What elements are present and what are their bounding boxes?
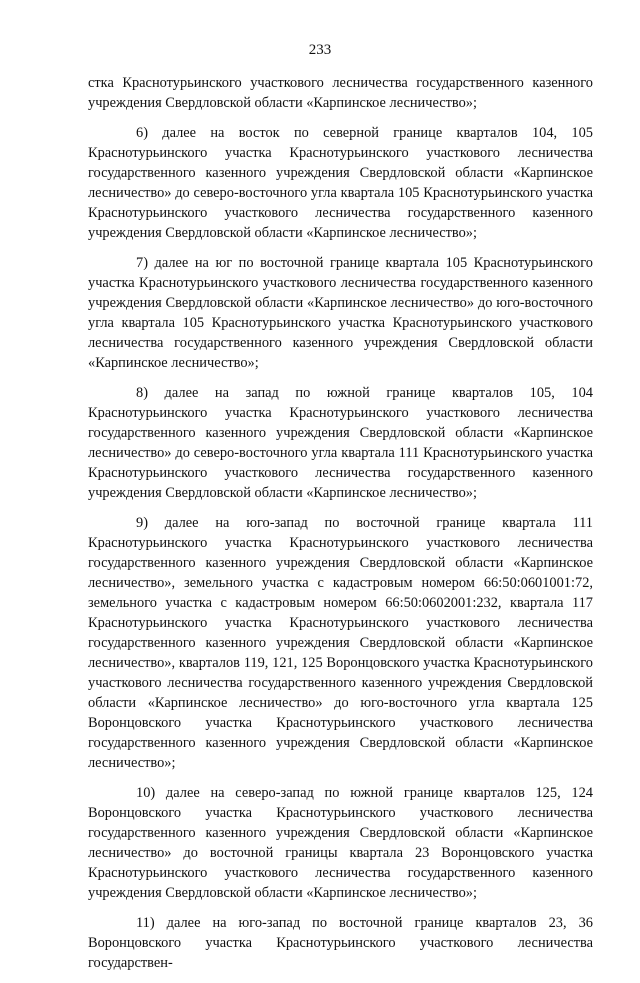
paragraph-item-10: 10) далее на северо-запад по южной границе кварталов 125, 124 Воронцовского участка Краснотурьинского участкового лесничества государственного казенного учреждения Свердловской области «Карпинское лесничество» до восточной границы квартала 23 Воронцовского участка Краснотурьинского участкового лесничества государственного казенного учреждения Свердловской области «Карпинское лесничество»; [88, 785, 593, 901]
document-body [88, 73, 593, 983]
paragraph-item-7: 7) далее на юг по восточной границе квартала 105 Краснотурьинского участка Краснотурьинского участкового лесничества государственного казенного учреждения Свердловской области «Карпинское лесничество» до юго-восточного угла квартала 105 Краснотурьинского участка Краснотурьинского участкового лесничества государственного казенного учреждения Свердловской области «Карпинское лесничество»; [88, 255, 593, 371]
paragraph-item-8: 8) далее на запад по южной границе кварталов 105, 104 Краснотурьинского участка Краснотурьинского участкового лесничества государственного казенного учреждения Свердловской области «Карпинское лесничество» до северо-восточного угла квартала 111 Краснотурьинского участка Краснотурьинского участкового лесничества государственного казенного учреждения Свердловской области «Карпинское лесничество»; [88, 385, 593, 501]
paragraph-continuation: стка Краснотурьинского участкового лесничества государственного казенного учреждения Свердловской области «Карпинское лесничество»; [88, 75, 593, 111]
page-number: 233 [308, 42, 332, 58]
paragraph-item-9: 9) далее на юго-запад по восточной границе квартала 111 Краснотурьинского участка Краснотурьинского участкового лесничества государственного казенного учреждения Свердловской области «Карпинское лесничество», земельного участка с кадастровым номером 66:50:0601001:72, земельного участка с кадастровым номером 66:50:0602001:232, квартала 117 Краснотурьинского участка Краснотурьинского участкового лесничества государственного казенного учреждения Свердловской области «Карпинское лесничество», кварталов 119, 121, 125 Воронцовского участка Краснотурьинского участкового лесничества государственного казенного учреждения Свердловской области «Карпинское лесничество» до юго-восточного угла квартала 125 Воронцовского участка Краснотурьинского участкового лесничества государственного казенного учреждения Свердловской области «Карпинское лесничество»; [88, 515, 593, 771]
paragraph-item-11: 11) далее на юго-запад по восточной границе кварталов 23, 36 Воронцовского участка Краснотурьинского участкового лесничества государствен- [88, 915, 593, 971]
paragraph-item-6: 6) далее на восток по северной границе кварталов 104, 105 Краснотурьинского участка Краснотурьинского участкового лесничества государственного казенного учреждения Свердловской области «Карпинское лесничество» до северо-восточного угла квартала 105 Краснотурьинского участка Краснотурьинского участкового лесничества государственного казенного учреждения Свердловской области «Карпинское лесничество»; [88, 125, 593, 241]
